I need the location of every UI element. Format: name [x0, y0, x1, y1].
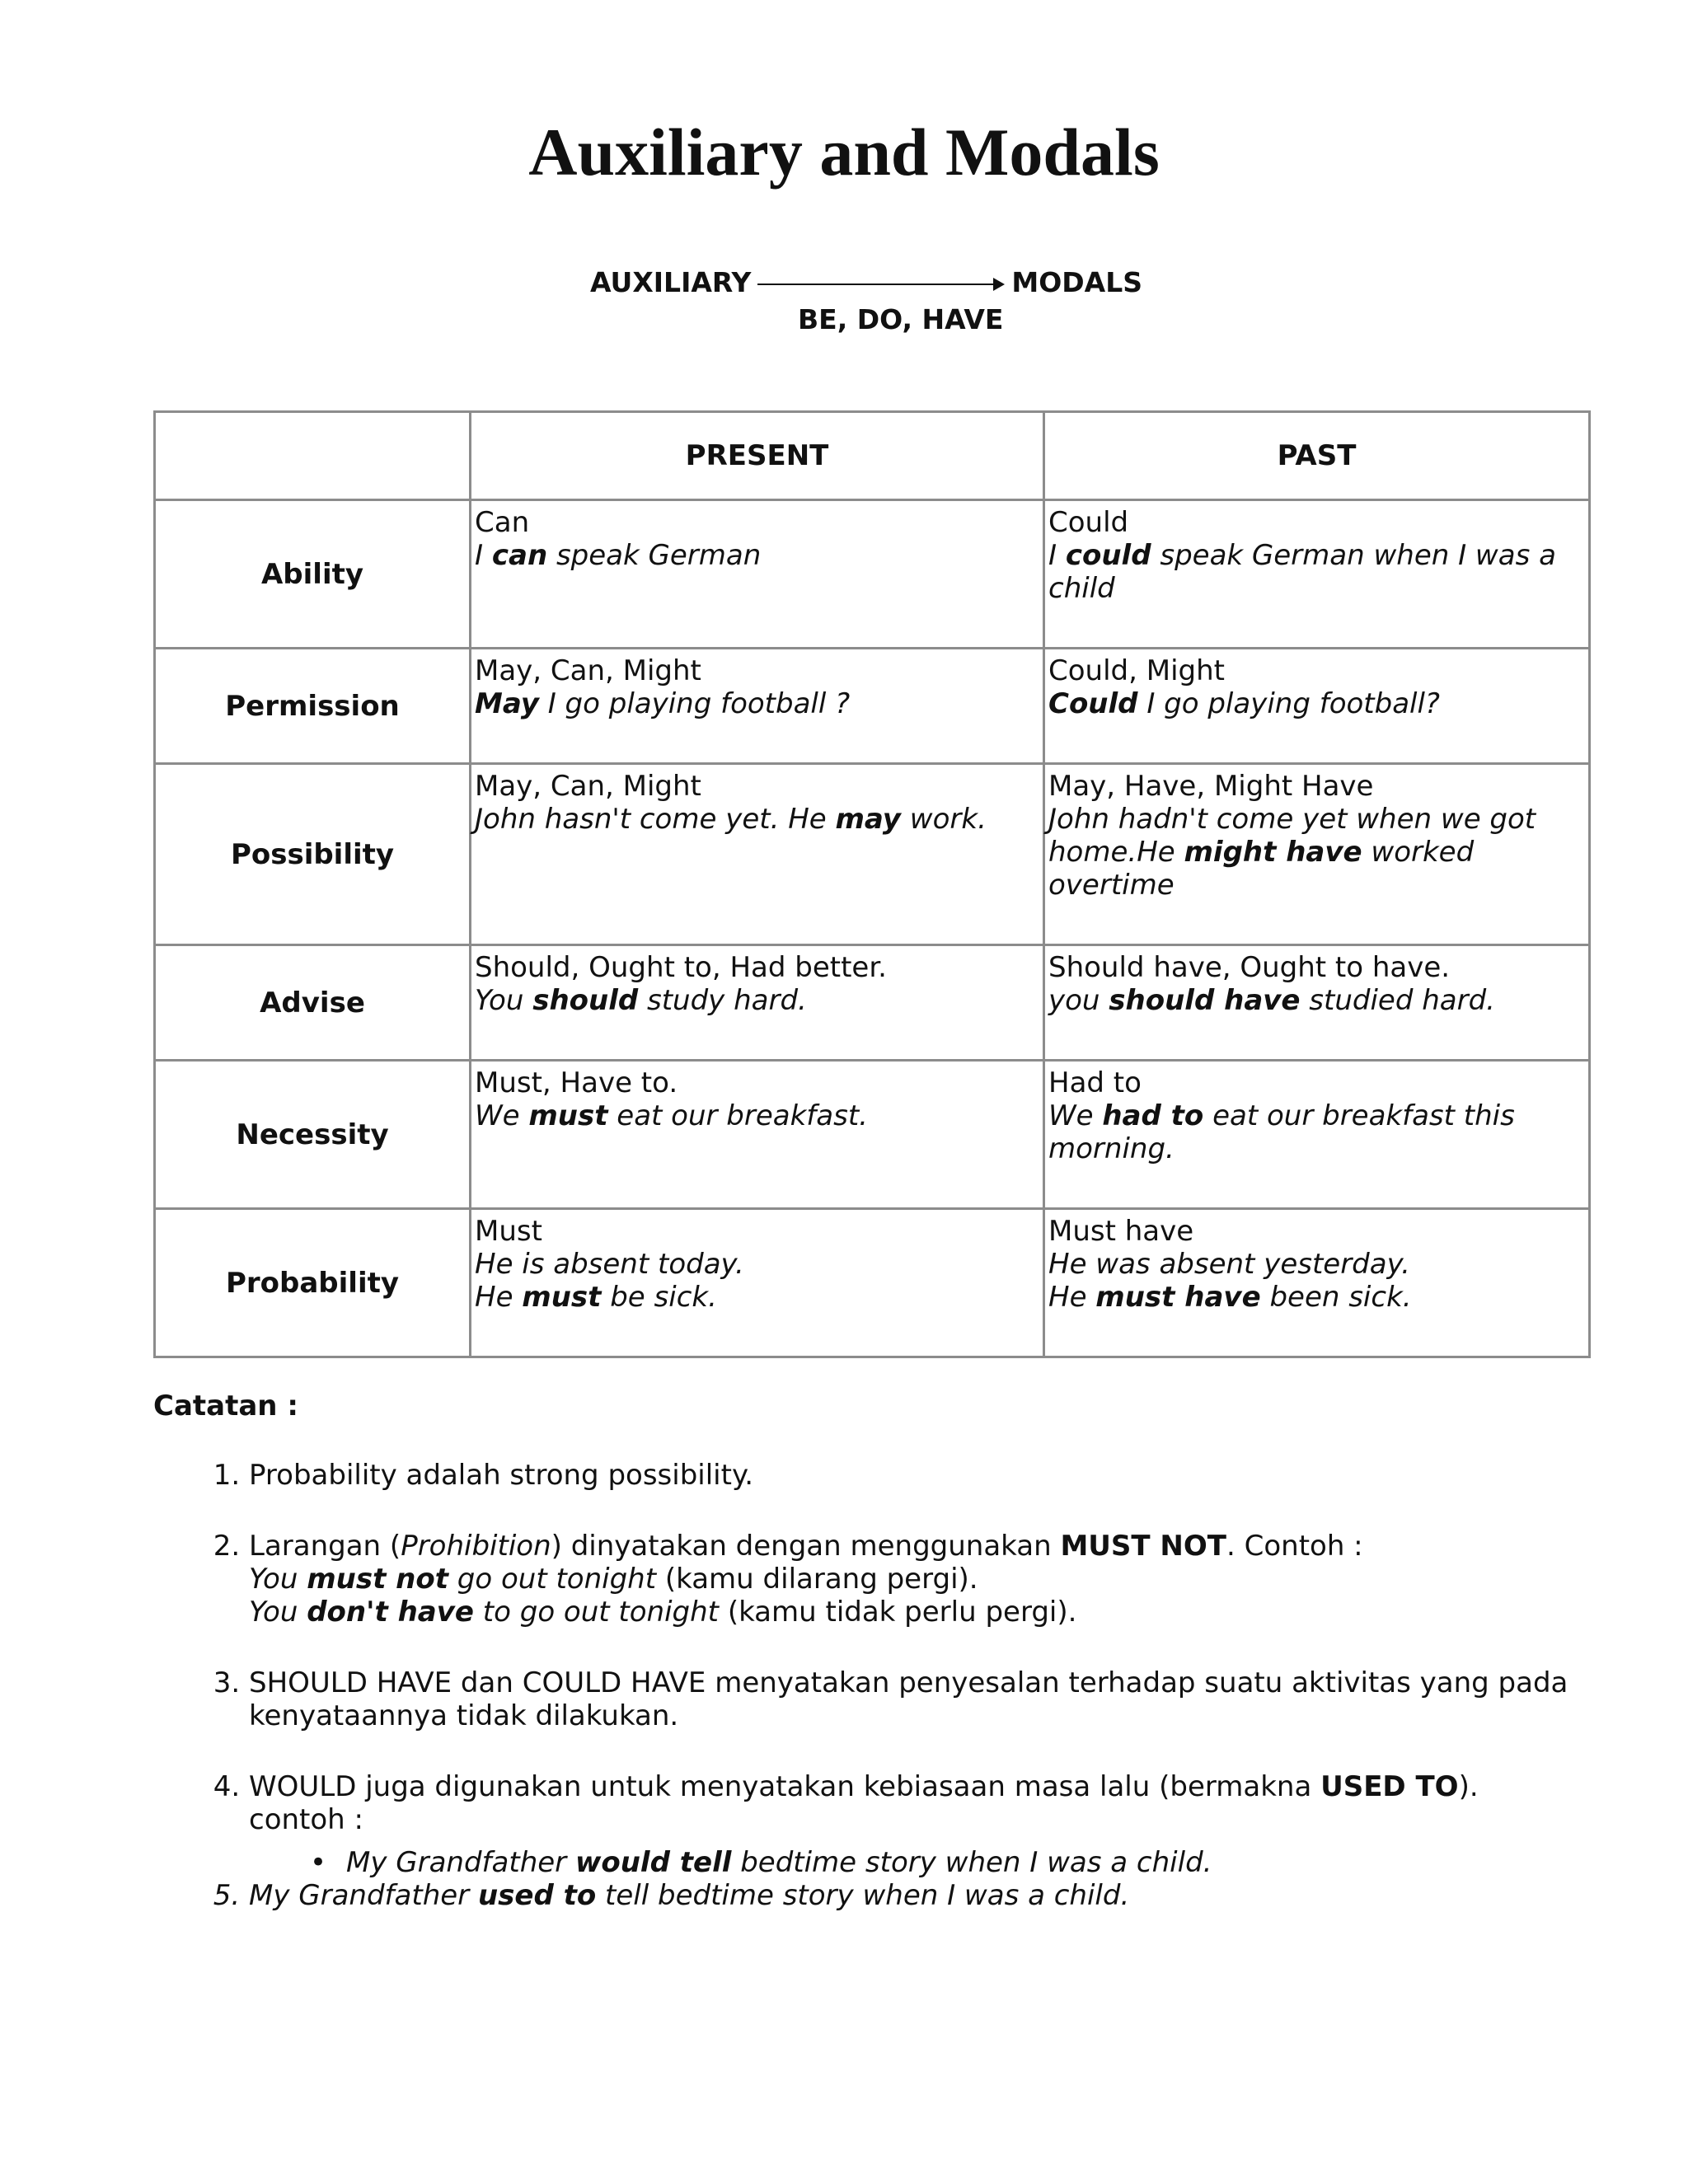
past-modals: Must have: [1048, 1215, 1194, 1248]
past-modals: Should have, Ought to have.: [1048, 951, 1451, 984]
table-row: [155, 649, 1590, 764]
header-present: PRESENT: [471, 412, 1044, 500]
bullet-dot-icon: •: [310, 1846, 327, 1879]
row-label: Advise: [155, 945, 471, 1061]
present-example: I can speak German: [475, 539, 762, 572]
row-label: Probability: [155, 1209, 471, 1357]
past-example: you should have studied hard.: [1048, 984, 1495, 1017]
table-row: [155, 1209, 1590, 1357]
past-cell: [1044, 500, 1590, 649]
present-example: John hasn't come yet. He may work.: [475, 803, 987, 836]
list-item: • My Grandfather would tell bedtime story when I was a child.: [310, 1846, 1212, 1879]
table-row: [155, 945, 1590, 1061]
present-cell: [471, 500, 1044, 649]
present-modals: Should, Ought to, Had better.: [475, 951, 887, 984]
present-modals: Must, Have to.: [475, 1066, 678, 1099]
past-example: John hadn't come yet when we got home.He might have worked overtime: [1048, 803, 1536, 902]
list-item: 5. My Grandfather used to tell bedtime story when I was a child.: [249, 1879, 1634, 1912]
modals-table: [153, 410, 1591, 1358]
table-row: [155, 500, 1590, 649]
table-row: [155, 764, 1590, 945]
past-cell: [1044, 945, 1590, 1061]
past-cell: [1044, 1061, 1590, 1209]
present-modals: May, Can, Might: [475, 654, 701, 687]
present-cell: [471, 1061, 1044, 1209]
present-example: May I go playing football ?: [475, 687, 851, 720]
present-modals: Can: [475, 506, 530, 539]
past-example: Could I go playing football?: [1048, 687, 1440, 720]
past-modals: Had to: [1048, 1066, 1142, 1099]
notes-list: [206, 1459, 1634, 1950]
present-example: You should study hard.: [475, 984, 807, 1017]
present-cell: [471, 1209, 1044, 1357]
present-cell: [471, 764, 1044, 945]
list-item: 3. SHOULD HAVE dan COULD HAVE menyatakan penyesalan terhadap suatu aktivitas yang pada kenyataannya tidak dilakukan.: [249, 1666, 1634, 1732]
past-cell: [1044, 649, 1590, 764]
past-modals: Could: [1048, 506, 1129, 539]
list-item: 4. WOULD juga digunakan untuk menyatakan kebiasaan masa lalu (bermakna USED TO). contoh : • My Grandfather would tell bedtime story when I was a child.: [249, 1770, 1634, 1879]
right-arrow-icon: [757, 264, 1005, 300]
row-label: Permission: [155, 649, 471, 764]
table-header-row: [155, 412, 1590, 500]
table-row: [155, 1061, 1590, 1209]
header-empty: [155, 412, 471, 500]
row-label: Possibility: [155, 764, 471, 945]
auxiliary-modals-diagram: [590, 264, 1142, 300]
auxiliary-label: AUXILIARY: [590, 265, 752, 298]
past-line: He was absent yesterday.: [1048, 1248, 1410, 1281]
notes-heading: Catatan :: [153, 1390, 298, 1422]
present-modals: May, Can, Might: [475, 770, 701, 803]
present-line: He is absent today.: [475, 1248, 744, 1281]
past-example: He must have been sick.: [1048, 1281, 1412, 1314]
past-cell: [1044, 764, 1590, 945]
modals-label: MODALS: [1011, 265, 1143, 298]
row-label: Ability: [155, 500, 471, 649]
present-example: He must be sick.: [475, 1281, 717, 1314]
past-example: We had to eat our breakfast this morning.: [1048, 1099, 1515, 1165]
past-modals: Could, Might: [1048, 654, 1225, 687]
list-item: 1. Probability adalah strong possibility.: [249, 1459, 1634, 1492]
page-title: Auxiliary and Modals: [528, 115, 1160, 190]
header-past: PAST: [1044, 412, 1590, 500]
past-example: I could speak German when I was a child: [1048, 539, 1556, 605]
example-bullets: [249, 1846, 1634, 1879]
list-item: 2. Larangan (Prohibition) dinyatakan dengan menggunakan MUST NOT. Contoh : You must not go out tonight (kamu dilarang pergi). You don't have to go out tonight (kamu tidak perlu pergi).: [249, 1530, 1634, 1629]
present-example: We must eat our breakfast.: [475, 1099, 868, 1132]
past-cell: [1044, 1209, 1590, 1357]
present-cell: [471, 945, 1044, 1061]
auxiliary-verbs-list: BE, DO, HAVE: [798, 303, 1004, 335]
present-modals: Must: [475, 1215, 542, 1248]
row-label: Necessity: [155, 1061, 471, 1209]
present-cell: [471, 649, 1044, 764]
past-modals: May, Have, Might Have: [1048, 770, 1374, 803]
